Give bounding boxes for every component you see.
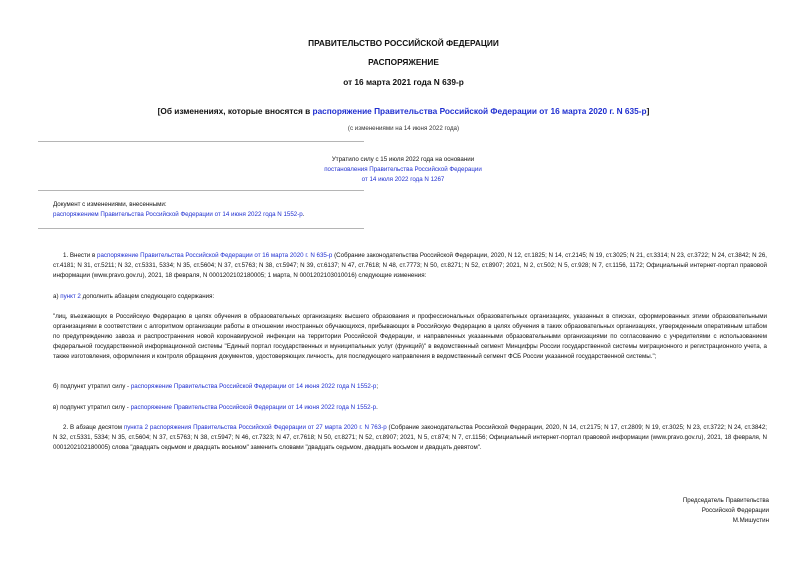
document-type-heading: РАСПОРЯЖЕНИЕ: [368, 57, 439, 67]
subparagraph-b-tail: ;: [376, 383, 379, 390]
changes-note: (с изменениями на 14 июня 2022 года): [347, 125, 460, 132]
lost-force-link-line2[interactable]: от 14 июля 2022 года N 1267: [361, 176, 445, 183]
signature-title: Председатель Правительства: [682, 497, 769, 504]
lost-force-notice: [260, 155, 546, 185]
amendment-note: [53, 200, 593, 220]
divider-line: [38, 141, 364, 142]
subparagraph-a-link[interactable]: пункт 2: [60, 293, 81, 300]
paragraph-1: [53, 251, 767, 281]
document-title: [0, 106, 807, 116]
paragraph-2-prefix: 2. В абзаце десятом: [63, 424, 124, 431]
signature-org: Российской Федерации: [701, 507, 769, 514]
subparagraph-v: [53, 403, 767, 413]
signature-name: М.Мишустин: [732, 517, 769, 524]
amendment-note-label: Документ с изменениями, внесенными:: [53, 201, 167, 208]
divider-line: [38, 228, 364, 229]
paragraph-1-link[interactable]: распоряжение Правительства Российской Федерации от 16 марта 2020 г. N 635-р: [97, 252, 333, 259]
subparagraph-v-prefix: в) подпункт утратил силу -: [53, 404, 131, 411]
subparagraph-a-prefix: а): [53, 293, 61, 300]
lost-force-link-line1[interactable]: постановления Правительства Российской Федерации: [324, 166, 482, 173]
subparagraph-b-link[interactable]: распоряжение Правительства Российской Федерации от 14 июня 2022 года N 1552-р: [130, 383, 377, 390]
subparagraph-a-text: дополнить абзацем следующего содержания:: [80, 293, 215, 300]
amendment-note-tail: .: [302, 211, 305, 218]
government-heading: ПРАВИТЕЛЬСТВО РОССИЙСКОЙ ФЕДЕРАЦИИ: [308, 38, 499, 48]
paragraph-1-text: (Собрание законодательства Российской Федерации, 2020, N 12, ст.1825; N 14, ст.2145; N 19, ст.3025; N 21, ст.3314; N 23, ст.3722; N 24, ст.3842; N 26, ст.4181; N 31, ст.5211; N 32, ст.5331, 5334; N 35, ст.5604; N 37, ст.5763; N 38, ст.5947; N 39, ст.6137; N 47, ст.7618; N 48, ст.7773; N 50, ст.8271; N 52, ст.8907; 2021, N 2, ст.502; N 5, ст.928; N 7, ст.1156, 1172; Официальный интернет-портал правовой информации (www.pravo.gov.ru), 2021, 18 февраля, N 0001202102180005; 1 марта, N 0001202103010016) следующие изменения:: [53, 252, 767, 279]
quoted-paragraph: "лиц, въезжающих в Российскую Федерацию в целях обучения в образовательных организациях высшего образования и профессиональных образовательных организациях, указанных в списках, сформированных этими образовательными организациями в соответствии с алгоритмом организации работы в отношении иностранных обучающихся, прибывающих в Российскую Федерацию в целях обучения в таких образовательных организациях, утвержденным оперативным штабом по предупреждению завоза и распространения новой коронавирусной инфекции на территории Российской Федерации, и направленных указанными образовательными организациями по согласованию с учредителями с использованием федеральной государственной информационной системы "Единый портал государственных и муниципальных услуг (функций)" в ведомственный сегмент Минцифры России государственной системы миграционного и регистрационного учета, а также изготовления, оформления и контроля обращения документов, удостоверяющих личность, для последующего направления в ведомственный сегмент ФСБ России указанной государственной системы.";: [53, 313, 767, 360]
amendment-note-link[interactable]: распоряжением Правительства Российской Федерации от 14 июня 2022 года N 1552-р: [53, 211, 303, 218]
subparagraph-v-link[interactable]: распоряжение Правительства Российской Федерации от 14 июня 2022 года N 1552-р: [130, 404, 377, 411]
subparagraph-b: [53, 382, 767, 392]
title-link[interactable]: распоряжение Правительства Российской Федерации от 16 марта 2020 г. N 635-р: [312, 106, 647, 116]
paragraph-2-text: (Собрание законодательства Российской Федерации, 2020, N 14, ст.2175; N 17, ст.2809; N 19, ст.3025; N 23, ст.3722; N 24, ст.3842; N 32, ст.5331, 5334; N 35, ст.5604; N 37, ст.5763; N 38, ст.5947; N 46, ст.7323; N 47, ст.7618; N 50, ст.8271; N 52, ст.8907; 2021, N 5, ст.874; N 7, ст.1156; Официальный интернет-портал правовой информации (www.pravo.gov.ru), 2021, 18 февраля, N 0001202102180005) слова "двадцать седьмом и двадцать восьмом" заменить словами "двадцать седьмом, двадцать восьмом и двадцать девятом".: [53, 424, 767, 451]
document-date-number: от 16 марта 2021 года N 639-р: [343, 77, 464, 87]
title-suffix: ]: [646, 106, 650, 116]
paragraph-2: [53, 423, 767, 453]
subparagraph-b-prefix: б) подпункт утратил силу -: [53, 383, 131, 390]
divider-line: [38, 190, 364, 191]
title-prefix: [Об изменениях, которые вносятся в: [157, 106, 313, 116]
subparagraph-a: [53, 292, 767, 302]
subparagraph-v-tail: .: [376, 404, 378, 411]
paragraph-2-link[interactable]: пункта 2 распоряжения Правительства Российской Федерации от 27 марта 2020 г. N 763-р: [123, 424, 387, 431]
paragraph-1-prefix: 1. Внести в: [63, 252, 98, 259]
lost-force-text: Утратило силу с 15 июля 2022 года на основании: [331, 156, 475, 163]
signature-block: [569, 496, 769, 526]
